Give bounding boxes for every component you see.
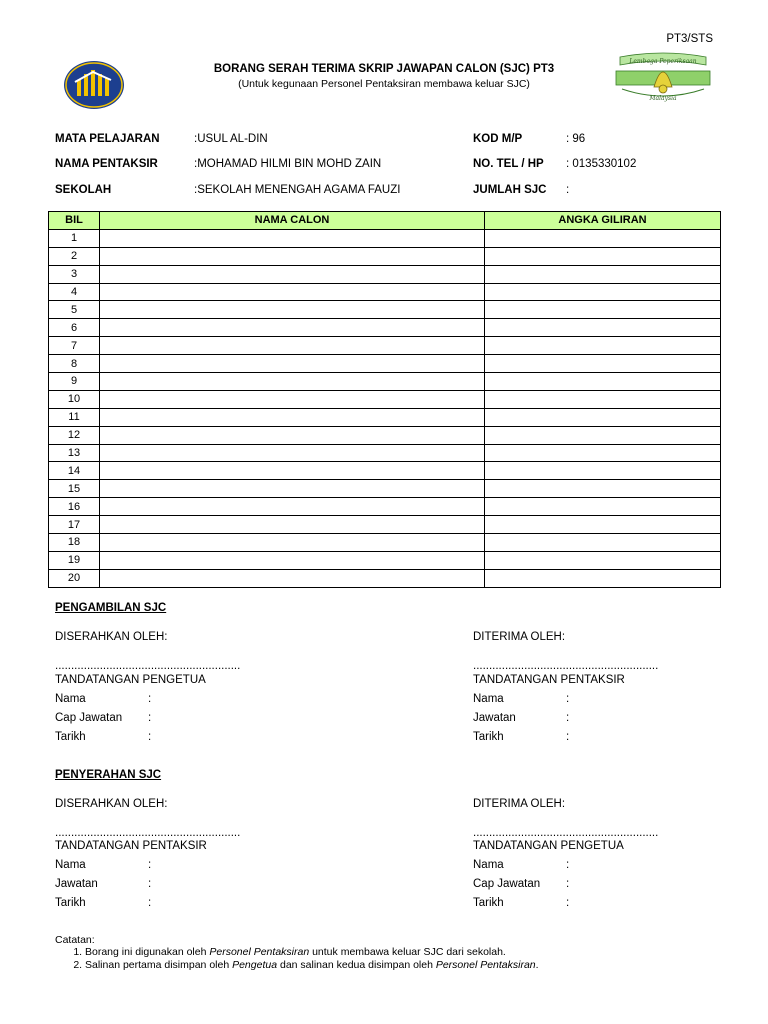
nama-calon-cell[interactable] [100,301,485,319]
form-title: BORANG SERAH TERIMA SKRIP JAWAPAN CALON (SJC) PT3 [213,63,555,75]
table-row [49,229,721,247]
bil-cell: 7 [49,337,100,355]
note-text: Salinan pertama disimpan oleh [85,959,233,971]
bil-cell: 8 [49,355,100,373]
bil-cell: 4 [49,283,100,301]
penyerahan-left-field-label: Tarikh [55,897,86,909]
no-tel-value: : 0135330102 [566,158,637,170]
header-bil: BIL [49,212,100,230]
table-row [49,498,721,516]
table-row [49,283,721,301]
pengambilan-left-field-colon: : [148,712,152,724]
table-row [49,265,721,283]
pengambilan-right-field-label: Jawatan [473,712,516,724]
nama-calon-cell[interactable] [100,516,485,534]
pengambilan-section-title: PENGAMBILAN SJC [55,602,167,614]
nama-calon-cell[interactable] [100,229,485,247]
pengambilan-left-field-label: Tarikh [55,731,86,743]
pengambilan-right-field-label: Nama [473,693,504,705]
angka-giliran-cell[interactable] [485,408,721,426]
nama-calon-cell[interactable] [100,569,485,587]
note-text: . [535,959,539,971]
sekolah-label: SEKOLAH [55,184,112,196]
nama-calon-cell[interactable] [100,373,485,391]
table-row [49,373,721,391]
pengambilan-diserahkan-heading: DISERAHKAN OLEH: [55,631,168,643]
angka-giliran-cell[interactable] [485,462,721,480]
penyerahan-left-signature-line: .......................................................... [55,827,241,839]
table-row [49,569,721,587]
penyerahan-right-field-label: Nama [473,859,504,871]
penyerahan-section-title: PENYERAHAN SJC [55,769,162,781]
bil-cell: 20 [49,569,100,587]
bil-cell: 17 [49,516,100,534]
no-tel-label: NO. TEL / HP [473,158,544,170]
nama-pentaksir-label: NAMA PENTAKSIR [55,158,158,170]
bil-cell: 5 [49,301,100,319]
svg-text:Lembaga Peperiksaan: Lembaga Peperiksaan [629,58,697,65]
bil-cell: 15 [49,480,100,498]
jumlah-sjc-label: JUMLAH SJC [473,184,547,196]
penyerahan-left-field-label: Nama [55,859,86,871]
nama-calon-cell[interactable] [100,283,485,301]
form-reference-code: PT3/STS [666,33,713,45]
penyerahan-right-field-colon: : [566,897,570,909]
angka-giliran-cell[interactable] [485,480,721,498]
penyerahan-right-field-colon: : [566,878,570,890]
angka-giliran-cell[interactable] [485,337,721,355]
angka-giliran-cell[interactable] [485,444,721,462]
nama-calon-cell[interactable] [100,498,485,516]
bil-cell: 2 [49,247,100,265]
angka-giliran-cell[interactable] [485,516,721,534]
penyerahan-left-signature-label: TANDATANGAN PENTAKSIR [55,840,207,852]
nama-calon-cell[interactable] [100,337,485,355]
candidate-table [48,211,721,588]
pengambilan-left-field-colon: : [148,731,152,743]
pengambilan-right-field-colon: : [566,712,570,724]
pengambilan-right-field-colon: : [566,731,570,743]
table-row [49,390,721,408]
angka-giliran-cell[interactable] [485,301,721,319]
table-header-row [49,212,721,230]
pengambilan-left-signature-line: .......................................................... [55,660,241,672]
bil-cell: 19 [49,551,100,569]
angka-giliran-cell[interactable] [485,373,721,391]
angka-giliran-cell[interactable] [485,355,721,373]
table-row [49,355,721,373]
penyerahan-left-field-colon: : [148,897,152,909]
pengambilan-right-field-colon: : [566,693,570,705]
mata-pelajaran-value: :USUL AL-DIN [194,133,268,145]
bil-cell: 14 [49,462,100,480]
penyerahan-left-field-colon: : [148,878,152,890]
form-subtitle: (Untuk kegunaan Personel Pentaksiran membawa keluar SJC) [238,78,530,90]
bil-cell: 11 [49,408,100,426]
pengambilan-left-signature-label: TANDATANGAN PENGETUA [55,674,206,686]
mata-pelajaran-label: MATA PELAJARAN [55,133,160,145]
bil-cell: 10 [49,390,100,408]
note-text-italic: Personel Pentaksiran [435,959,536,971]
note-text-italic: Personel Pentaksiran [209,946,310,958]
nama-calon-cell[interactable] [100,426,485,444]
penyerahan-diserahkan-heading: DISERAHKAN OLEH: [55,798,168,810]
bil-cell: 18 [49,534,100,552]
angka-giliran-cell[interactable] [485,551,721,569]
nama-calon-cell[interactable] [100,247,485,265]
angka-giliran-cell[interactable] [485,247,721,265]
angka-giliran-cell[interactable] [485,229,721,247]
notes-heading: Catatan: [55,934,95,946]
table-row [49,480,721,498]
angka-giliran-cell[interactable] [485,498,721,516]
angka-giliran-cell[interactable] [485,265,721,283]
table-row [49,516,721,534]
table-row [49,301,721,319]
penyerahan-diterima-heading: DITERIMA OLEH: [473,798,566,810]
bil-cell: 13 [49,444,100,462]
pengambilan-left-field-label: Nama [55,693,86,705]
angka-giliran-cell[interactable] [485,283,721,301]
table-row [49,247,721,265]
angka-giliran-cell[interactable] [485,569,721,587]
note-text-italic: Pengetua [232,959,278,971]
bil-cell: 12 [49,426,100,444]
lembaga-peperiksaan-crest [612,51,714,103]
nama-calon-cell[interactable] [100,462,485,480]
svg-text:Malaysia: Malaysia [649,95,677,102]
nama-calon-cell[interactable] [100,444,485,462]
note-item [85,946,715,959]
penyerahan-left-field-colon: : [148,859,152,871]
sekolah-value: :SEKOLAH MENENGAH AGAMA FAUZI [194,184,401,196]
bil-cell: 1 [49,229,100,247]
penyerahan-right-field-label: Cap Jawatan [473,878,541,890]
penyerahan-right-field-colon: : [566,859,570,871]
bil-cell: 9 [49,373,100,391]
pengambilan-right-signature-label: TANDATANGAN PENTAKSIR [473,674,625,686]
notes-block [55,934,715,972]
table-row [49,444,721,462]
angka-giliran-cell[interactable] [485,534,721,552]
table-row [49,551,721,569]
nama-calon-cell[interactable] [100,265,485,283]
pengambilan-diterima-heading: DITERIMA OLEH: [473,631,566,643]
pengambilan-left-field-colon: : [148,693,152,705]
nama-calon-cell[interactable] [100,480,485,498]
bil-cell: 16 [49,498,100,516]
nama-pentaksir-value: :MOHAMAD HILMI BIN MOHD ZAIN [194,158,382,170]
table-row [49,408,721,426]
header-angka-giliran: ANGKA GILIRAN [485,212,721,230]
penyerahan-right-field-label: Tarikh [473,897,504,909]
nama-calon-cell[interactable] [100,534,485,552]
table-row [49,534,721,552]
table-row [49,426,721,444]
note-text: dan salinan kedua disimpan oleh [277,959,436,971]
table-row [49,462,721,480]
pengambilan-right-signature-line: .......................................................... [473,660,659,672]
kod-mp-value: : 96 [566,133,586,145]
note-text: untuk membawa keluar SJC dari sekolah. [309,946,506,958]
nama-calon-cell[interactable] [100,408,485,426]
angka-giliran-cell[interactable] [485,390,721,408]
kod-mp-label: KOD M/P [473,133,523,145]
nama-calon-cell[interactable] [100,319,485,337]
angka-giliran-cell[interactable] [485,319,721,337]
nama-calon-cell[interactable] [100,355,485,373]
bil-cell: 6 [49,319,100,337]
pengambilan-right-field-label: Tarikh [473,731,504,743]
penyerahan-right-signature-label: TANDATANGAN PENGETUA [473,840,624,852]
header-nama-calon: NAMA CALON [100,212,485,230]
bil-cell: 3 [49,265,100,283]
jumlah-sjc-value: : [566,184,570,196]
note-text: Borang ini digunakan oleh [85,946,210,958]
table-row [49,337,721,355]
notes-list [55,946,715,972]
nama-calon-cell[interactable] [100,390,485,408]
penyerahan-right-signature-line: .......................................................... [473,827,659,839]
penyerahan-left-field-label: Jawatan [55,878,98,890]
nama-calon-cell[interactable] [100,551,485,569]
pengambilan-left-field-label: Cap Jawatan [55,712,123,724]
note-item [85,959,715,972]
table-row [49,319,721,337]
angka-giliran-cell[interactable] [485,426,721,444]
